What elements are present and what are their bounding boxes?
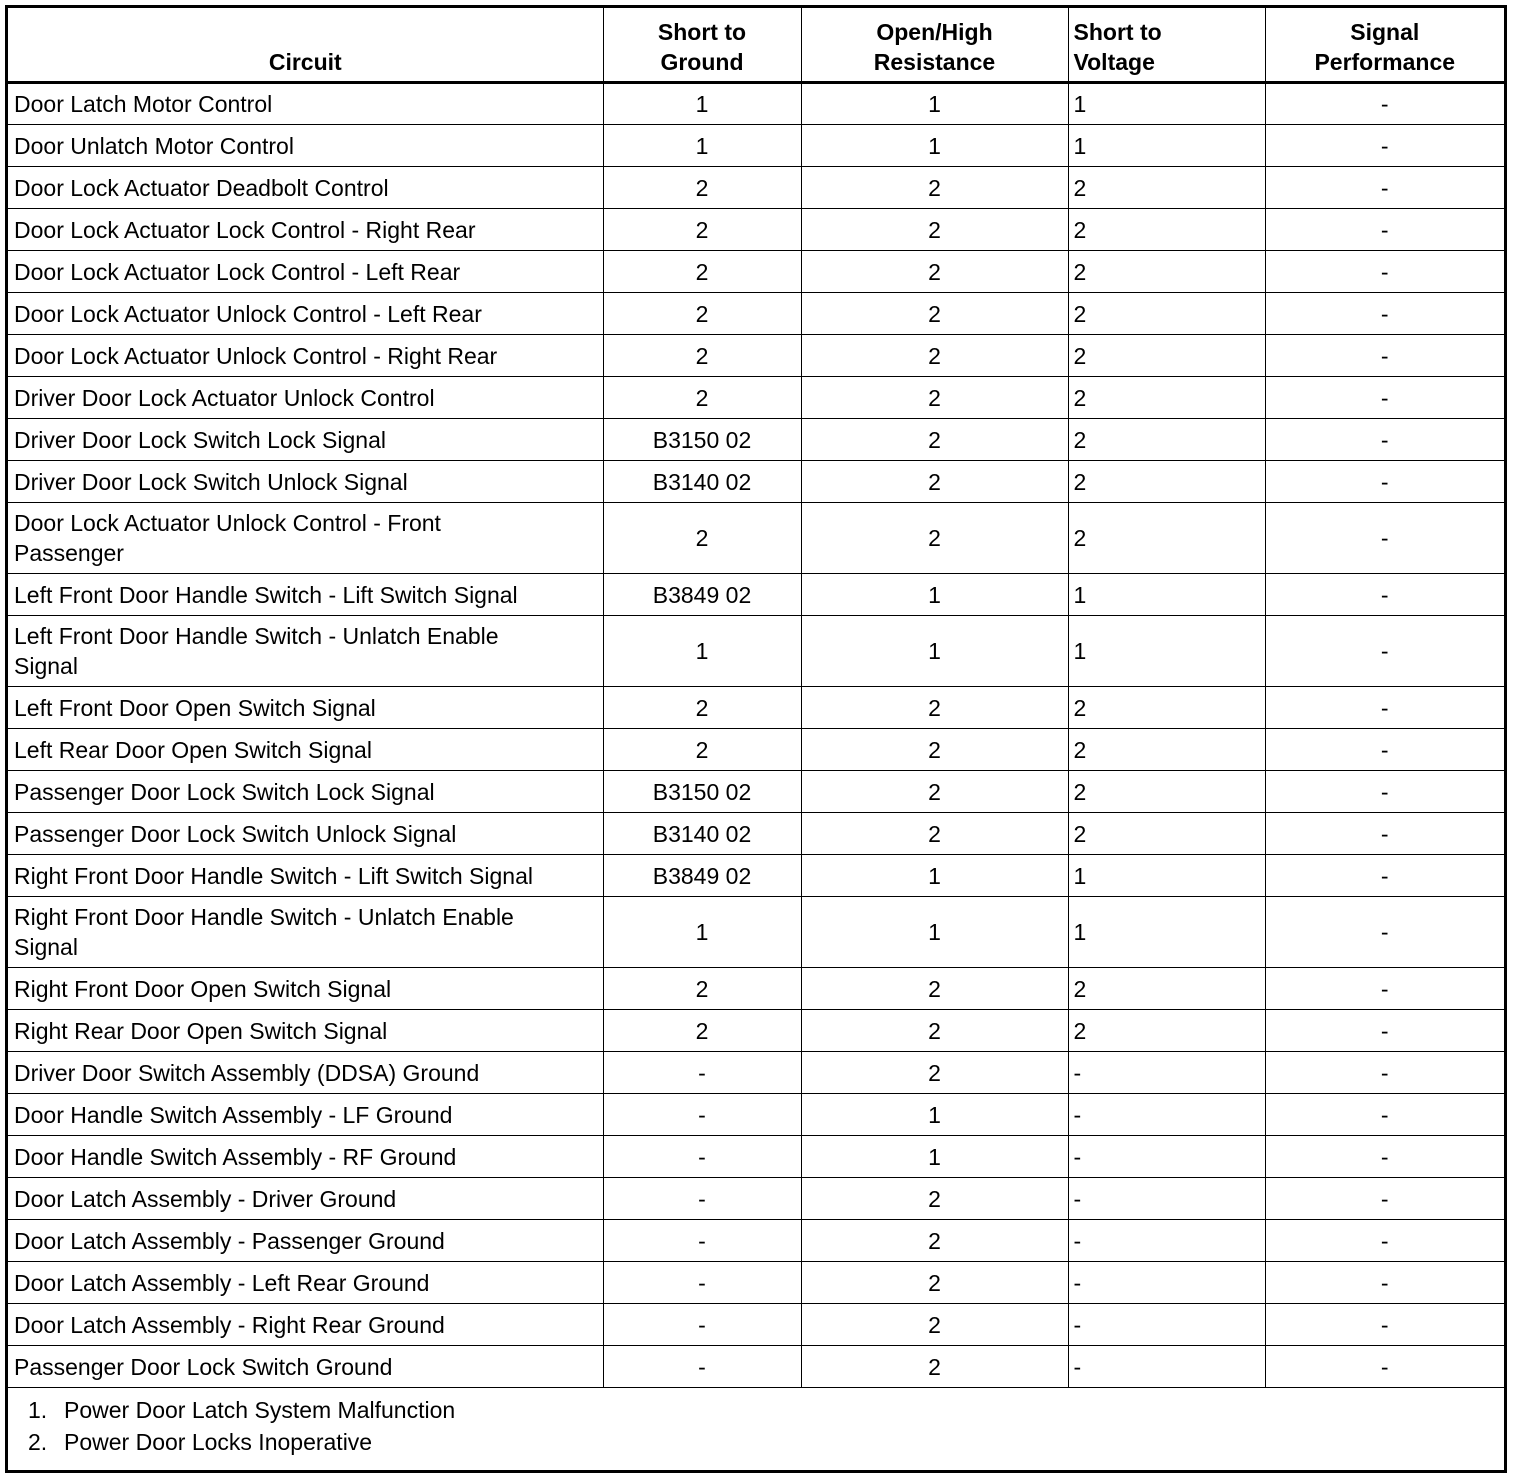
circuit-name-line: Door Lock Actuator Unlock Control - Right Rear [14, 342, 498, 369]
table-row [8, 1262, 1504, 1304]
cell-signal-performance: - [1265, 1094, 1504, 1136]
table-row [8, 209, 1504, 251]
cell-circuit [8, 1094, 603, 1136]
table-row [8, 503, 1504, 574]
cell-short-to-ground: 2 [603, 209, 801, 251]
header-line: Resistance [873, 49, 996, 75]
table-row [8, 1052, 1504, 1094]
cell-short-to-voltage: 2 [1068, 687, 1265, 729]
cell-short-to-voltage: 2 [1068, 167, 1265, 209]
footnotes [8, 1388, 1504, 1458]
circuit-fault-table [8, 8, 1504, 1388]
cell-open-high-resistance: 2 [801, 1220, 1068, 1262]
footnote-text: Power Door Latch System Malfunction [64, 1397, 456, 1423]
cell-signal-performance: - [1265, 813, 1504, 855]
cell-short-to-voltage: 2 [1068, 377, 1265, 419]
header-short-to-voltage [1068, 8, 1265, 83]
cell-circuit [8, 968, 603, 1010]
table-row [8, 1094, 1504, 1136]
cell-short-to-ground: 2 [603, 503, 801, 574]
cell-circuit [8, 377, 603, 419]
cell-signal-performance: - [1265, 377, 1504, 419]
table-row [8, 687, 1504, 729]
cell-signal-performance: - [1265, 1136, 1504, 1178]
cell-circuit [8, 897, 603, 968]
cell-open-high-resistance: 2 [801, 968, 1068, 1010]
cell-short-to-ground: 2 [603, 968, 801, 1010]
header-line: Ground [660, 49, 744, 75]
cell-signal-performance: - [1265, 251, 1504, 293]
cell-open-high-resistance: 2 [801, 503, 1068, 574]
circuit-name-line: Passenger Door Lock Switch Lock Signal [14, 778, 435, 805]
circuit-name-line: Door Lock Actuator Lock Control - Right Rear [14, 216, 476, 243]
circuit-name-line: Driver Door Lock Switch Lock Signal [14, 426, 386, 453]
circuit-name-line: Door Latch Assembly - Left Rear Ground [14, 1269, 430, 1296]
cell-short-to-ground: 2 [603, 1010, 801, 1052]
cell-circuit [8, 1304, 603, 1346]
cell-short-to-ground: - [603, 1304, 801, 1346]
circuit-name-line: Right Front Door Open Switch Signal [14, 975, 392, 1002]
header-line: Performance [1314, 49, 1456, 75]
cell-short-to-voltage: 2 [1068, 1010, 1265, 1052]
table-row [8, 1010, 1504, 1052]
cell-circuit [8, 616, 603, 687]
cell-short-to-voltage: 2 [1068, 209, 1265, 251]
cell-circuit [8, 1262, 603, 1304]
table-row [8, 1136, 1504, 1178]
cell-signal-performance: - [1265, 687, 1504, 729]
cell-signal-performance: - [1265, 729, 1504, 771]
cell-signal-performance: - [1265, 125, 1504, 167]
cell-circuit [8, 83, 603, 125]
cell-circuit [8, 419, 603, 461]
circuit-name-line: Door Unlatch Motor Control [14, 132, 294, 159]
cell-signal-performance: - [1265, 771, 1504, 813]
circuit-name-line: Door Latch Assembly - Right Rear Ground [14, 1311, 445, 1338]
cell-open-high-resistance: 2 [801, 771, 1068, 813]
cell-short-to-ground: B3140 02 [603, 813, 801, 855]
cell-short-to-ground: - [603, 1262, 801, 1304]
circuit-name-line: Right Front Door Handle Switch - Lift Switch Signal [14, 862, 533, 889]
cell-short-to-ground: - [603, 1052, 801, 1094]
cell-open-high-resistance: 2 [801, 251, 1068, 293]
cell-open-high-resistance: 2 [801, 377, 1068, 419]
circuit-name-line: Left Front Door Handle Switch - Unlatch Enable [14, 623, 499, 649]
cell-signal-performance: - [1265, 1052, 1504, 1094]
cell-short-to-voltage: 1 [1068, 616, 1265, 687]
cell-circuit [8, 1010, 603, 1052]
cell-short-to-ground: 2 [603, 167, 801, 209]
cell-short-to-voltage: 2 [1068, 293, 1265, 335]
circuit-name-line: Door Lock Actuator Deadbolt Control [14, 174, 389, 201]
cell-circuit [8, 1346, 603, 1388]
cell-circuit [8, 251, 603, 293]
cell-circuit [8, 293, 603, 335]
header-line: Short to [1073, 19, 1162, 45]
cell-open-high-resistance: 2 [801, 461, 1068, 503]
cell-open-high-resistance: 2 [801, 729, 1068, 771]
table-row [8, 855, 1504, 897]
cell-circuit [8, 167, 603, 209]
cell-short-to-voltage: - [1068, 1262, 1265, 1304]
header-line: Open/High [876, 19, 993, 45]
circuit-name-line: Passenger [14, 540, 124, 566]
cell-signal-performance: - [1265, 968, 1504, 1010]
cell-signal-performance: - [1265, 1010, 1504, 1052]
table-row [8, 83, 1504, 125]
table-row [8, 125, 1504, 167]
circuit-name-line: Door Lock Actuator Unlock Control - Left Rear [14, 300, 482, 327]
header-short-to-ground [603, 8, 801, 83]
cell-open-high-resistance: 2 [801, 1178, 1068, 1220]
cell-open-high-resistance: 2 [801, 813, 1068, 855]
cell-short-to-ground: B3150 02 [603, 771, 801, 813]
cell-short-to-voltage: 2 [1068, 968, 1265, 1010]
cell-open-high-resistance: 1 [801, 897, 1068, 968]
footnote-item [28, 1394, 1504, 1426]
cell-signal-performance: - [1265, 574, 1504, 616]
table-row [8, 377, 1504, 419]
cell-circuit [8, 1178, 603, 1220]
cell-short-to-ground: B3140 02 [603, 461, 801, 503]
header-row [8, 8, 1504, 83]
table-row [8, 461, 1504, 503]
cell-signal-performance: - [1265, 1304, 1504, 1346]
cell-circuit [8, 209, 603, 251]
table-row [8, 729, 1504, 771]
cell-signal-performance: - [1265, 503, 1504, 574]
cell-signal-performance: - [1265, 1262, 1504, 1304]
cell-short-to-voltage: - [1068, 1094, 1265, 1136]
cell-open-high-resistance: 2 [801, 1052, 1068, 1094]
cell-open-high-resistance: 2 [801, 335, 1068, 377]
cell-short-to-voltage: 1 [1068, 574, 1265, 616]
circuit-name-line: Door Latch Motor Control [14, 91, 273, 117]
table-row [8, 251, 1504, 293]
cell-short-to-ground: - [603, 1220, 801, 1262]
cell-short-to-ground: 2 [603, 251, 801, 293]
cell-short-to-voltage: 1 [1068, 855, 1265, 897]
circuit-name-line: Driver Door Lock Actuator Unlock Control [14, 384, 435, 411]
cell-signal-performance: - [1265, 461, 1504, 503]
cell-open-high-resistance: 1 [801, 616, 1068, 687]
cell-short-to-ground: 2 [603, 377, 801, 419]
circuit-name-line: Door Lock Actuator Lock Control - Left Rear [14, 258, 461, 285]
cell-short-to-voltage: 2 [1068, 729, 1265, 771]
circuit-name-line: Signal [14, 934, 78, 960]
cell-short-to-voltage: 2 [1068, 771, 1265, 813]
table-row [8, 1346, 1504, 1388]
cell-signal-performance: - [1265, 419, 1504, 461]
cell-open-high-resistance: 1 [801, 83, 1068, 125]
footnote-item [28, 1426, 1504, 1458]
cell-open-high-resistance: 2 [801, 209, 1068, 251]
header-line: Voltage [1073, 49, 1155, 75]
cell-short-to-ground: 1 [603, 125, 801, 167]
cell-short-to-ground: 1 [603, 83, 801, 125]
cell-circuit [8, 729, 603, 771]
table-row [8, 1178, 1504, 1220]
cell-signal-performance: - [1265, 167, 1504, 209]
circuit-name-line: Door Handle Switch Assembly - LF Ground [14, 1101, 453, 1128]
cell-signal-performance: - [1265, 1178, 1504, 1220]
cell-short-to-ground: B3849 02 [603, 855, 801, 897]
circuit-name-line: Door Lock Actuator Unlock Control - Front [14, 510, 441, 536]
cell-short-to-ground: 2 [603, 335, 801, 377]
cell-short-to-ground: B3150 02 [603, 419, 801, 461]
cell-short-to-voltage: 2 [1068, 335, 1265, 377]
cell-signal-performance: - [1265, 897, 1504, 968]
header-circuit [8, 8, 603, 83]
cell-short-to-voltage: 1 [1068, 897, 1265, 968]
cell-short-to-voltage: - [1068, 1136, 1265, 1178]
cell-short-to-voltage: 1 [1068, 125, 1265, 167]
footnote-number: 1. [28, 1397, 48, 1423]
cell-open-high-resistance: 1 [801, 125, 1068, 167]
cell-short-to-ground: 2 [603, 293, 801, 335]
cell-short-to-ground: 2 [603, 687, 801, 729]
cell-circuit [8, 335, 603, 377]
circuit-name-line: Door Handle Switch Assembly - RF Ground [14, 1143, 457, 1170]
cell-open-high-resistance: 2 [801, 167, 1068, 209]
cell-circuit [8, 1136, 603, 1178]
cell-open-high-resistance: 2 [801, 1346, 1068, 1388]
cell-circuit [8, 1052, 603, 1094]
cell-short-to-voltage: - [1068, 1346, 1265, 1388]
cell-short-to-voltage: 2 [1068, 503, 1265, 574]
circuit-name-line: Left Front Door Open Switch Signal [14, 694, 376, 721]
table-row [8, 419, 1504, 461]
header-signal-performance [1265, 8, 1504, 83]
circuit-name-line: Driver Door Lock Switch Unlock Signal [14, 468, 408, 495]
circuit-name-line: Right Rear Door Open Switch Signal [14, 1017, 388, 1044]
circuit-name-line: Driver Door Switch Assembly (DDSA) Ground [14, 1059, 480, 1086]
cell-short-to-voltage: - [1068, 1178, 1265, 1220]
table-row [8, 335, 1504, 377]
cell-open-high-resistance: 1 [801, 855, 1068, 897]
cell-signal-performance: - [1265, 1220, 1504, 1262]
cell-circuit [8, 125, 603, 167]
header-open-high-resistance [801, 8, 1068, 83]
header-line: Signal [1350, 19, 1420, 45]
cell-short-to-ground: 1 [603, 897, 801, 968]
cell-circuit [8, 771, 603, 813]
cell-open-high-resistance: 2 [801, 1304, 1068, 1346]
table-row [8, 167, 1504, 209]
cell-short-to-voltage: 1 [1068, 83, 1265, 125]
cell-signal-performance: - [1265, 83, 1504, 125]
table-row [8, 897, 1504, 968]
cell-signal-performance: - [1265, 1346, 1504, 1388]
cell-short-to-ground: - [603, 1346, 801, 1388]
cell-open-high-resistance: 2 [801, 419, 1068, 461]
cell-circuit [8, 461, 603, 503]
table-row [8, 616, 1504, 687]
cell-short-to-voltage: - [1068, 1220, 1265, 1262]
cell-short-to-voltage: - [1068, 1304, 1265, 1346]
cell-short-to-voltage: 2 [1068, 251, 1265, 293]
cell-open-high-resistance: 1 [801, 574, 1068, 616]
cell-circuit [8, 503, 603, 574]
cell-signal-performance: - [1265, 209, 1504, 251]
cell-open-high-resistance: 1 [801, 1094, 1068, 1136]
table-row [8, 1220, 1504, 1262]
circuit-name-line: Passenger Door Lock Switch Unlock Signal [14, 820, 457, 847]
cell-signal-performance: - [1265, 293, 1504, 335]
cell-open-high-resistance: 2 [801, 1010, 1068, 1052]
cell-short-to-ground: - [603, 1094, 801, 1136]
cell-signal-performance: - [1265, 616, 1504, 687]
table-row [8, 968, 1504, 1010]
circuit-name-line: Door Latch Assembly - Driver Ground [14, 1185, 397, 1212]
table-row [8, 293, 1504, 335]
cell-signal-performance: - [1265, 335, 1504, 377]
cell-signal-performance: - [1265, 855, 1504, 897]
cell-circuit [8, 813, 603, 855]
cell-open-high-resistance: 1 [801, 1136, 1068, 1178]
cell-short-to-ground: - [603, 1136, 801, 1178]
cell-short-to-ground: 1 [603, 616, 801, 687]
cell-open-high-resistance: 2 [801, 687, 1068, 729]
table-row [8, 1304, 1504, 1346]
header-line: Short to [657, 19, 747, 45]
circuit-name-line: Right Front Door Handle Switch - Unlatch Enable [14, 904, 514, 930]
footnote-text: Power Door Locks Inoperative [64, 1429, 373, 1455]
circuit-name-line: Passenger Door Lock Switch Ground [14, 1353, 393, 1380]
table-body [8, 83, 1504, 1388]
circuit-name-line: Signal [14, 653, 78, 679]
table-row [8, 771, 1504, 813]
footnote-number: 2. [28, 1429, 48, 1455]
cell-circuit [8, 855, 603, 897]
cell-short-to-ground: 2 [603, 729, 801, 771]
table-row [8, 813, 1504, 855]
cell-circuit [8, 574, 603, 616]
cell-short-to-voltage: 2 [1068, 461, 1265, 503]
cell-short-to-ground: B3849 02 [603, 574, 801, 616]
circuit-name-line: Left Rear Door Open Switch Signal [14, 736, 372, 763]
cell-short-to-voltage: 2 [1068, 419, 1265, 461]
header-circuit-label: Circuit [268, 49, 342, 75]
dtc-symptom-table-frame [5, 5, 1507, 1473]
cell-short-to-voltage: 2 [1068, 813, 1265, 855]
cell-circuit [8, 1220, 603, 1262]
cell-circuit [8, 687, 603, 729]
cell-open-high-resistance: 2 [801, 293, 1068, 335]
circuit-name-line: Left Front Door Handle Switch - Lift Switch Signal [14, 581, 518, 608]
cell-short-to-ground: - [603, 1178, 801, 1220]
cell-short-to-voltage: - [1068, 1052, 1265, 1094]
table-row [8, 574, 1504, 616]
cell-open-high-resistance: 2 [801, 1262, 1068, 1304]
circuit-name-line: Door Latch Assembly - Passenger Ground [14, 1227, 445, 1254]
